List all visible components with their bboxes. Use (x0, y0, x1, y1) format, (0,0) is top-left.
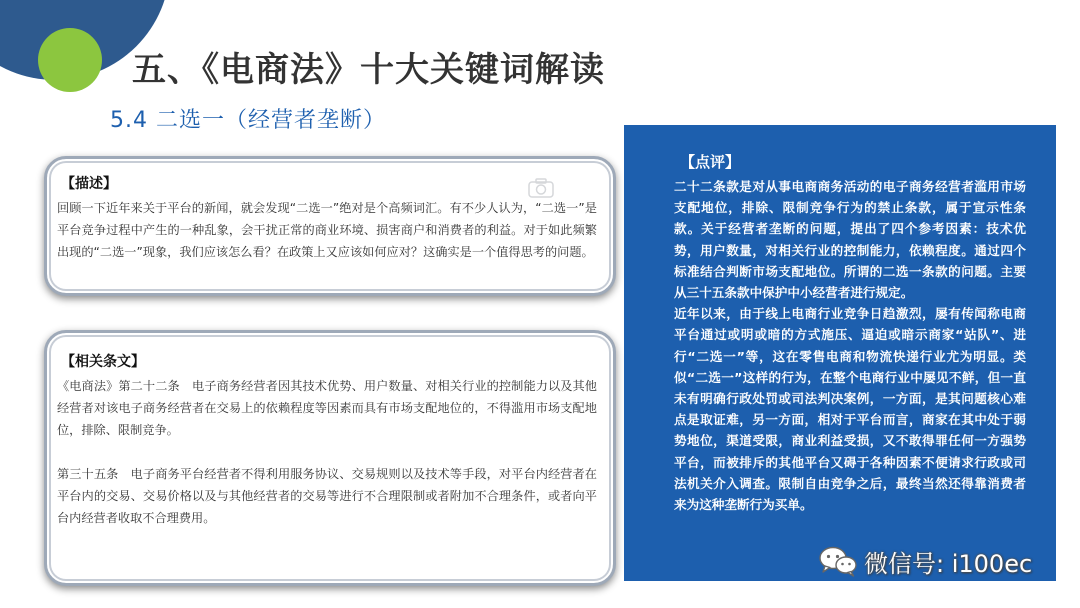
comment-paragraph-1: 二十二条款是对从事电商商务活动的电子商务经营者滥用市场支配地位，排除、限制竞争行为的禁止条款，属于宣示性条款。关于经营者垄断的问题，提出了四个参考因素：技术优势，用户数量，对相关行业的控制能力，依赖程度。通过四个标准结合判断市场支配地位。所谓的二选一条款的问题。主要从三十五条款中保护中小经营者进行规定。 (674, 179, 1026, 301)
comment-panel (624, 125, 1056, 581)
comment-paragraph-2: 近年以来，由于线上电商行业竞争日趋激烈，屡有传闻称电商平台通过或明或暗的方式施压、逼迫或暗示商家“站队”、进行“二选一”等，这在零售电商和物流快递行业尤为明显。类似“二选一”这样的行为，在整个电商行业中屡见不鲜，但一直未有明确行政处罚或司法判决案例，一方面，是其问题核心难点是取证难，另一方面，相对于平台而言，商家在其中处于弱势地位，渠道受限，商业利益受损，又不敢得罪任何一方强势平台，而被排斥的其他平台又碍于各种因素不便请求行政或司法机关介入调查。限制自由竞争之后，最终当然还得靠消费者来为这种垄断行为买单。 (674, 306, 1026, 513)
description-box (44, 156, 616, 296)
provision-article-35: 第三十五条 电子商务平台经营者不得利用服务协议、交易规则以及技术等手段，对平台内经营者在平台内的交易、交易价格以及与其他经营者的交易等进行不合理限制或者附加不合理条件，或者向平台内经营者收取不合理费用。 (57, 467, 597, 525)
description-text: 回顾一下近年来关于平台的新闻，就会发现“二选一”绝对是个高频词汇。有不少人认为，“二选一”是平台竞争过程中产生的一种乱象，会干扰正常的商业环境、损害商户和消费者的利益。对于如此频繁出现的“二选一”现象，我们应该怎么看？在政策上又应该如何应对？这确实是一个值得思考的问题。 (57, 201, 597, 259)
decorative-green-circle (38, 28, 102, 92)
related-provisions-box (44, 330, 616, 586)
description-heading: 【描述】 (61, 176, 117, 192)
section-subtitle: 5.4 二选一（经营者垄断） (110, 108, 386, 133)
wechat-watermark (818, 543, 1032, 579)
comment-heading: 【点评】 (680, 153, 741, 171)
wechat-id-text: 微信号: i100ec (864, 549, 1033, 578)
provision-article-22: 《电商法》第二十二条 电子商务经营者因其技术优势、用户数量、对相关行业的控制能力以及其他经营者对该电子商务经营者在交易上的依赖程度等因素而具有市场支配地位的，不得滥用市场支配地位，排除、限制竞争。 (57, 379, 597, 437)
page-title: 五、《电商法》十大关键词解读 (132, 50, 605, 90)
camera-icon (528, 178, 554, 198)
related-provisions-heading: 【相关条文】 (61, 354, 145, 370)
wechat-icon (818, 545, 858, 577)
